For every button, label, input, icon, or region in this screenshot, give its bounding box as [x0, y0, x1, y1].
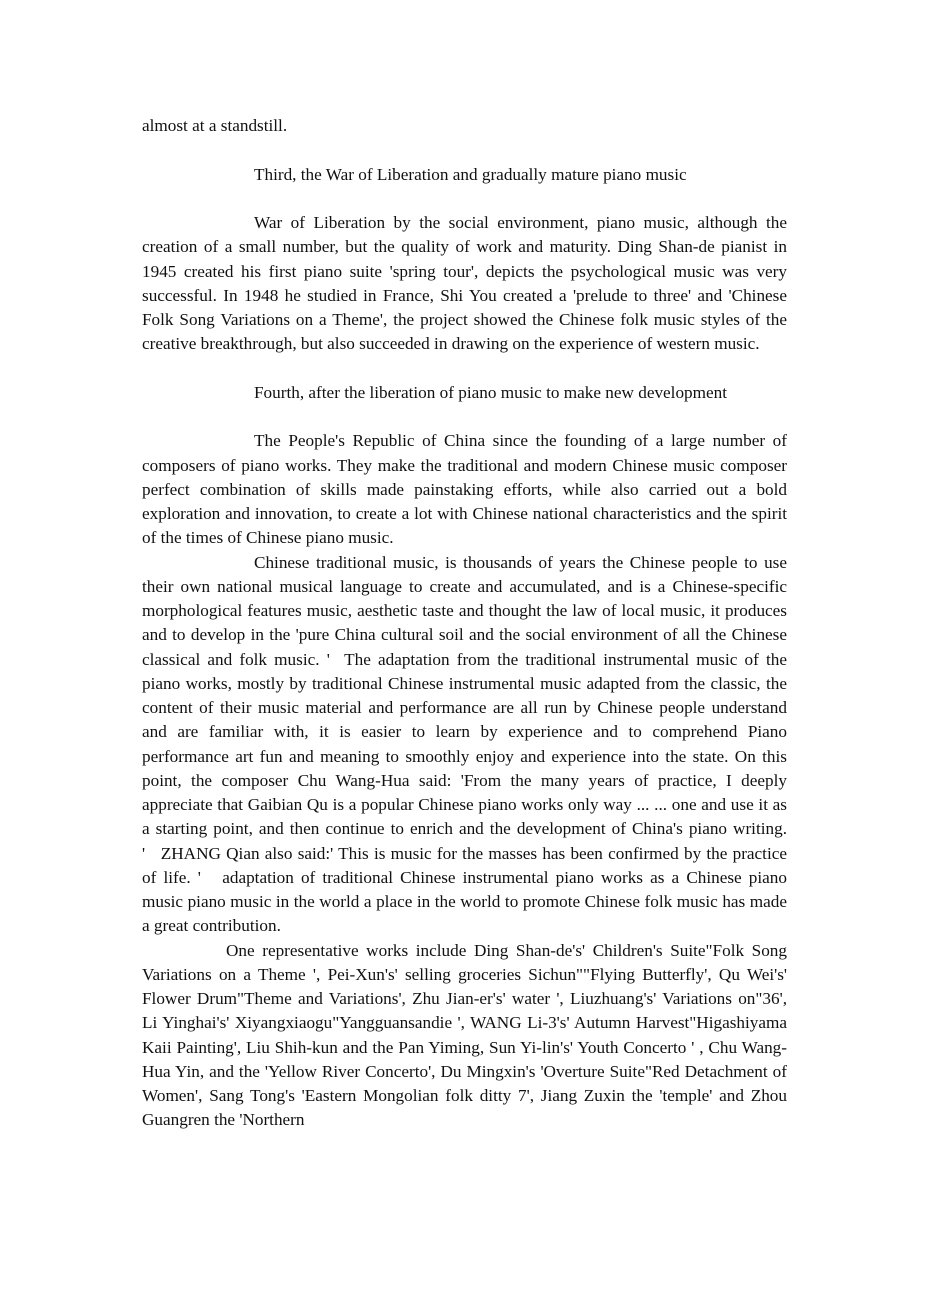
- paragraph-traditional-music: Chinese traditional music, is thousands of years the Chinese people to use their own national musical language to create and accumulated, and is a Chinese-specific morphological features music, aesthetic taste and thought the law of local music, it produces and to develop in the 'pure China cultural soil and the social environment of all the Chinese classical and folk music. ' The adaptation from the traditional instrumental music of the piano works, mostly by traditional Chinese instrumental music adapted from the classic, the content of their music material and performance are all run by Chinese people understand and are familiar with, it is easier to learn by experience and to comprehend Piano performance art fun and meaning to smoothly enjoy and experience into the state. On this point, the composer Chu Wang-Hua said: 'From the many years of practice, I deeply appreciate that Gaibian Qu is a popular Chinese piano works only way ... ... one and use it as a starting point, and then continue to enrich and the development of China's piano writing. ' ZHANG Qian also said:' This is music for the masses has been confirmed by the practice of life. ' adaptation of traditional Chinese instrumental piano works as a Chinese piano music piano music in the world a place in the world to promote Chinese folk music has made a great contribution.: [142, 552, 787, 936]
- paragraph-fragment: almost at a standstill.: [142, 116, 288, 135]
- section-heading-third: Third, the War of Liberation and gradually mature piano music: [254, 164, 687, 184]
- spacer: [142, 138, 787, 162]
- paragraph-war-of-liberation: War of Liberation by the social environment, piano music, although the creation of a small number, but the quality of work and maturity. Ding Shan-de pianist in 1945 created his first piano suite 'spring tour', depicts the psychological music was very successful. In 1948 he studied in France, Shi You created a 'prelude to three' and 'Chinese Folk Song Variations on a Theme', the project showed the Chinese folk music styles of the creative breakthrough, but also succeeded in drawing on the experience of western music.: [142, 213, 787, 354]
- paragraph-representative-works: One representative works include Ding Shan-de's' Children's Suite"Folk Song Variations on a Theme ', Pei-Xun's' selling groceries Sichun""Flying Butterfly', Qu Wei's' Flower Drum"Theme and Variations', Zhu Jian-er's' water ', Liuzhuang's' Variations on"36', Li Yinghai's' Xiyangxiaogu"Yangguansandie ', WANG Li-3's' Autumn Harvest"Higashiyama Kaii Painting', Liu Shih-kun and the Pan Yiming, Sun Yi-lin's' Youth Concerto ' , Chu Wang-Hua Yin, and the 'Yellow River Concerto', Du Mingxin's 'Overture Suite"Red Detachment of Women', Sang Tong's 'Eastern Mongolian folk ditty 7', Jiang Zuxin the 'temple' and Zhou Guangren the 'Northern: [142, 940, 787, 1130]
- document-page: [142, 114, 787, 1133]
- section-heading-fourth: Fourth, after the liberation of piano music to make new development: [254, 382, 728, 402]
- paragraph-prc-founding: The People's Republic of China since the founding of a large number of composers of piano works. They make the traditional and modern Chinese music composer perfect combination of skills made painstaking efforts, while also carried out a bold exploration and innovation, to create a lot with Chinese national characteristics and the spirit of the times of Chinese piano music.: [142, 431, 787, 548]
- spacer: [142, 357, 787, 381]
- spacer: [142, 405, 787, 429]
- spacer: [142, 187, 787, 211]
